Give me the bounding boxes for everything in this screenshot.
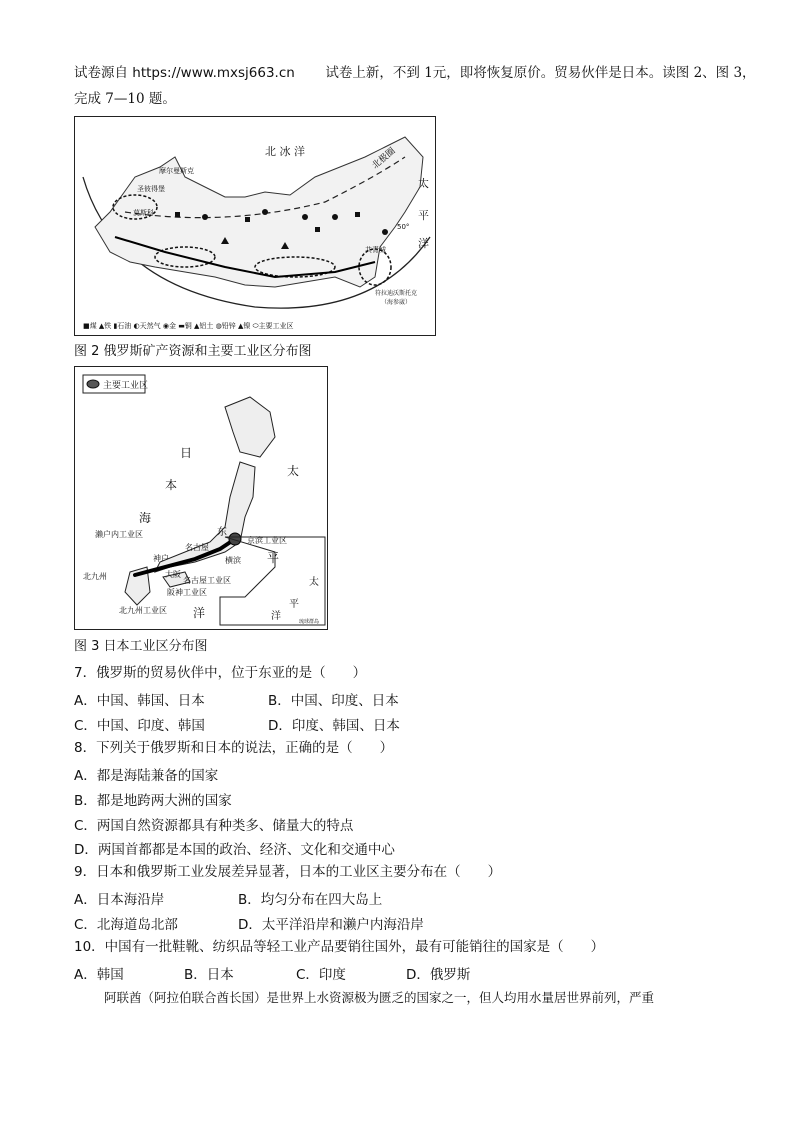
question-8-option-c[interactable]: C．两国自然资源都具有种类多、储量大的特点 (74, 818, 354, 834)
header-line-2: 完成 7—10 题。 (74, 91, 176, 107)
russia-map-legend: ■煤 ▲铁 ▮石油 ◐天然气 ◉金 ▬铜 ▲铝土 ◍铅锌 ▲镍 ⬭主要工业区 (83, 322, 294, 330)
label-komsomolsk: 共青城 (365, 246, 386, 254)
label-pacific-tai: 太 (287, 464, 300, 478)
question-8-option-a[interactable]: A．都是海陆兼备的国家 (74, 768, 219, 784)
label-pacific-2: 平 (418, 209, 429, 222)
question-7-option-d[interactable]: D．印度、韩国、日本 (268, 718, 400, 734)
legend-zone-symbol (87, 380, 99, 388)
label-vladivostok: 符拉迪沃斯托克 (375, 290, 418, 297)
label-inset-ping: 平 (289, 599, 299, 610)
question-10-option-a[interactable]: A．韩国 (74, 967, 124, 983)
header-line-1 (74, 64, 756, 82)
question-7-option-a[interactable]: A．中国、韩国、日本 (74, 693, 205, 709)
question-8-option-b[interactable]: B．都是地跨两大洲的国家 (74, 793, 232, 809)
japan-map (74, 366, 328, 630)
label-inset-tai: 太 (309, 577, 319, 588)
japan-legend-label: 主要工业区 (103, 381, 149, 391)
question-10-option-d[interactable]: D．俄罗斯 (406, 967, 471, 983)
label-kitakyushu: 北九州 (83, 572, 107, 581)
label-osaka: 大阪 (165, 570, 181, 579)
label-st-petersburg: 圣彼得堡 (137, 185, 165, 193)
label-arctic-ocean: 北 冰 洋 (265, 145, 305, 158)
figure2-caption: 图 2 俄罗斯矿产资源和主要工业区分布图 (74, 344, 312, 359)
label-inset-note: 琉球群岛 (299, 619, 320, 625)
label-nagoya: 名古屋 (185, 543, 209, 552)
label-vladivostok-alias: （海参崴） (381, 299, 412, 306)
label-pacific-1: 太 (418, 177, 429, 190)
label-chukyo-zone: 名古屋工业区 (183, 576, 231, 585)
label-setouchi-zone: 濑户内工业区 (95, 530, 143, 539)
label-kobe: 神户 (153, 554, 169, 563)
question-7-option-b[interactable]: B．中国、印度、日本 (268, 693, 399, 709)
question-8-option-d[interactable]: D．两国首都都是本国的政治、经济、文化和交通中心 (74, 842, 395, 858)
question-10-stem: 10．中国有一批鞋靴、纺织品等轻工业产品要销往国外，最有可能销往的国家是（ ） (74, 939, 605, 955)
question-9-option-b[interactable]: B．均匀分布在四大岛上 (238, 892, 383, 908)
question-7-stem: 7．俄罗斯的贸易伙伴中，位于东亚的是（ ） (74, 665, 367, 681)
label-arctic-circle: 北极圈 (370, 146, 398, 172)
russia-map (74, 116, 436, 336)
label-pacific-ping: 平 (267, 551, 280, 565)
question-7-option-c[interactable]: C．中国、印度、韩国 (74, 718, 205, 734)
question-9-option-a[interactable]: A．日本海沿岸 (74, 892, 165, 908)
question-9-option-d[interactable]: D．太平洋沿岸和濑户内海沿岸 (238, 917, 424, 933)
figure3-caption: 图 3 日本工业区分布图 (74, 639, 208, 654)
label-pacific-3: 洋 (418, 237, 429, 250)
label-kitakyushu-zone: 北九州工业区 (119, 606, 167, 615)
label-hanshin-zone: 阪神工业区 (167, 588, 207, 597)
russia-map-svg (75, 117, 435, 335)
question-8-stem: 8．下列关于俄罗斯和日本的说法，正确的是（ ） (74, 740, 394, 756)
label-murmansk: 摩尔曼斯克 (159, 167, 194, 175)
question-9-option-c[interactable]: C．北海道岛北部 (74, 917, 178, 933)
japan-map-svg (75, 367, 327, 629)
label-yokohama: 横滨 (225, 556, 241, 565)
label-moscow: 莫斯科 (133, 209, 154, 217)
label-pacific-yang: 洋 (193, 606, 206, 620)
question-9-stem: 9．日本和俄罗斯工业发展差异显著，日本的工业区主要分布在（ ） (74, 864, 502, 880)
hokkaido-island (225, 397, 275, 457)
label-lat-50: 50° (397, 223, 410, 231)
label-sea-ri: 日 (180, 446, 193, 460)
question-10-option-b[interactable]: B．日本 (184, 967, 234, 983)
label-inset-yang: 洋 (271, 611, 281, 622)
question-10-option-c[interactable]: C．印度 (296, 967, 346, 983)
label-tokyo: 东 (217, 527, 227, 538)
header-notice: 试卷上新，不到 1元，即将恢复原价。贸易伙伴是日本。读图 2、图 3， (325, 65, 756, 81)
label-sea-hai: 海 (139, 511, 152, 525)
passage-text: 阿联酋（阿拉伯联合酋长国）是世界上水资源极为匮乏的国家之一，但人均用水量居世界前列，严重 (104, 990, 655, 1005)
source-link-text[interactable]: 试卷源自 https://www.mxsj663.cn (74, 65, 295, 81)
label-keihin-zone: 京滨工业区 (247, 536, 287, 545)
label-sea-ben: 本 (165, 478, 178, 492)
